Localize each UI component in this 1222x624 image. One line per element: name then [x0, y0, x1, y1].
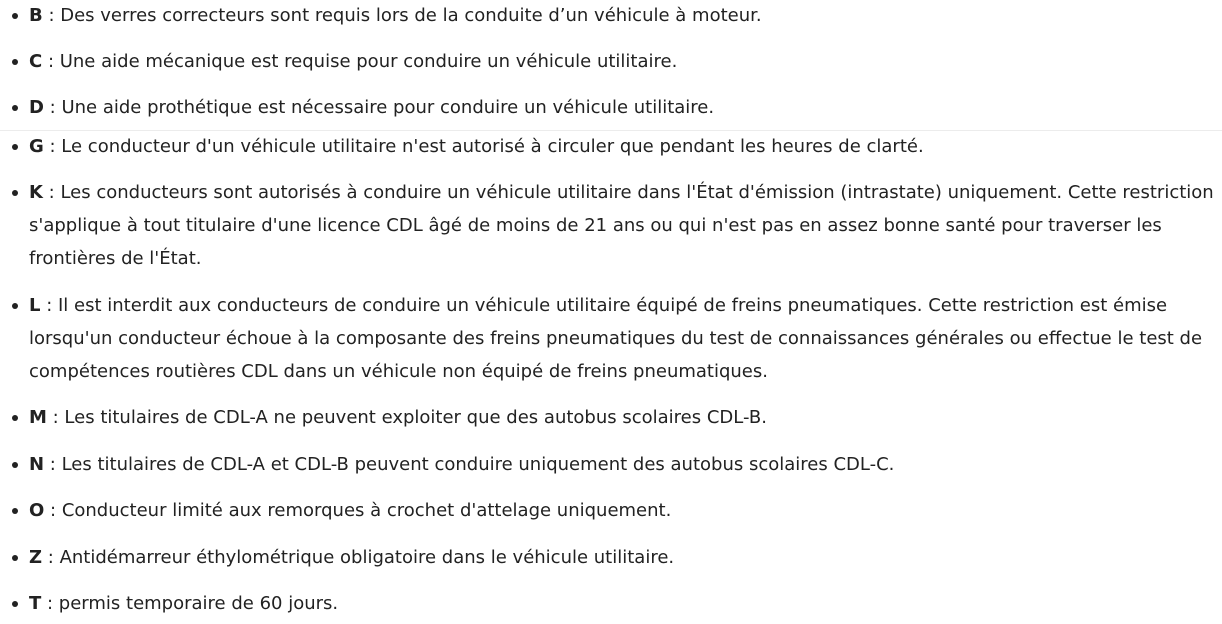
- restriction-text: : Une aide mécanique est requise pour conduire un véhicule utilitaire.: [42, 51, 678, 72]
- bullet-icon: [12, 508, 18, 514]
- restriction-code: D: [29, 97, 44, 118]
- restriction-code: T: [29, 593, 42, 614]
- bullet-icon: [12, 601, 18, 607]
- bullet-icon: [12, 13, 18, 19]
- restriction-code: Z: [29, 547, 43, 568]
- restriction-text: : Les titulaires de CDL-A ne peuvent exploiter que des autobus scolaires CDL-B.: [46, 407, 767, 428]
- bullet-icon: [12, 555, 18, 561]
- restriction-text: : Le conducteur d'un véhicule utilitaire n'est autorisé à circuler que pendant les heures de clarté.: [43, 136, 924, 157]
- list-item: [29, 91, 1222, 124]
- bullet-icon: [12, 105, 18, 111]
- restriction-text: : permis temporaire de 60 jours.: [41, 593, 339, 614]
- bullet-icon: [12, 190, 18, 196]
- bullet-icon: [12, 59, 18, 65]
- list-item: [29, 130, 1222, 163]
- list-item: [29, 401, 1222, 434]
- bullet-icon: [12, 462, 18, 468]
- list-item: [29, 541, 1222, 574]
- list-item: [29, 176, 1222, 275]
- restriction-text: : Les conducteurs sont autorisés à conduire un véhicule utilitaire dans l'État d'émission (intrastate) uniquement. Cette restriction s'applique à tout titulaire d'une licence CDL âgé de moins de 21 ans ou qui n'est pas en assez bonne santé pour traverser les frontières de l'État.: [29, 182, 1214, 269]
- restriction-text: : Des verres correcteurs sont requis lors de la conduite d’un véhicule à moteur.: [42, 5, 762, 26]
- restriction-code: G: [29, 136, 44, 157]
- restriction-code: M: [29, 407, 47, 428]
- restriction-text: : Il est interdit aux conducteurs de conduire un véhicule utilitaire équipé de freins pneumatiques. Cette restriction est émise lorsqu'un conducteur échoue à la composante des freins pneumatiques du test de connaissances générales ou effectue le test de compétences routières CDL dans un véhicule non équipé de freins pneumatiques.: [29, 295, 1203, 382]
- list-item: [29, 45, 1222, 78]
- list-item: [29, 448, 1222, 481]
- bullet-icon: [12, 415, 18, 421]
- list-item: [29, 587, 1222, 620]
- list-item: [29, 494, 1222, 527]
- restriction-text: : Antidémarreur éthylométrique obligatoire dans le véhicule utilitaire.: [42, 547, 675, 568]
- restriction-text: : Une aide prothétique est nécessaire pour conduire un véhicule utilitaire.: [43, 97, 715, 118]
- restriction-code: K: [29, 182, 43, 203]
- bullet-icon: [12, 144, 18, 150]
- restriction-code: B: [29, 5, 43, 26]
- restriction-text: : Conducteur limité aux remorques à crochet d'attelage uniquement.: [44, 500, 672, 521]
- restriction-text: : Les titulaires de CDL-A et CDL-B peuvent conduire uniquement des autobus scolaires CDL-C.: [44, 454, 895, 475]
- restriction-code: L: [29, 295, 41, 316]
- restriction-code: O: [29, 500, 45, 521]
- list-item: [29, 0, 1222, 32]
- restriction-code: C: [29, 51, 43, 72]
- list-item: [29, 289, 1219, 388]
- restriction-code: N: [29, 454, 45, 475]
- bullet-icon: [12, 303, 18, 309]
